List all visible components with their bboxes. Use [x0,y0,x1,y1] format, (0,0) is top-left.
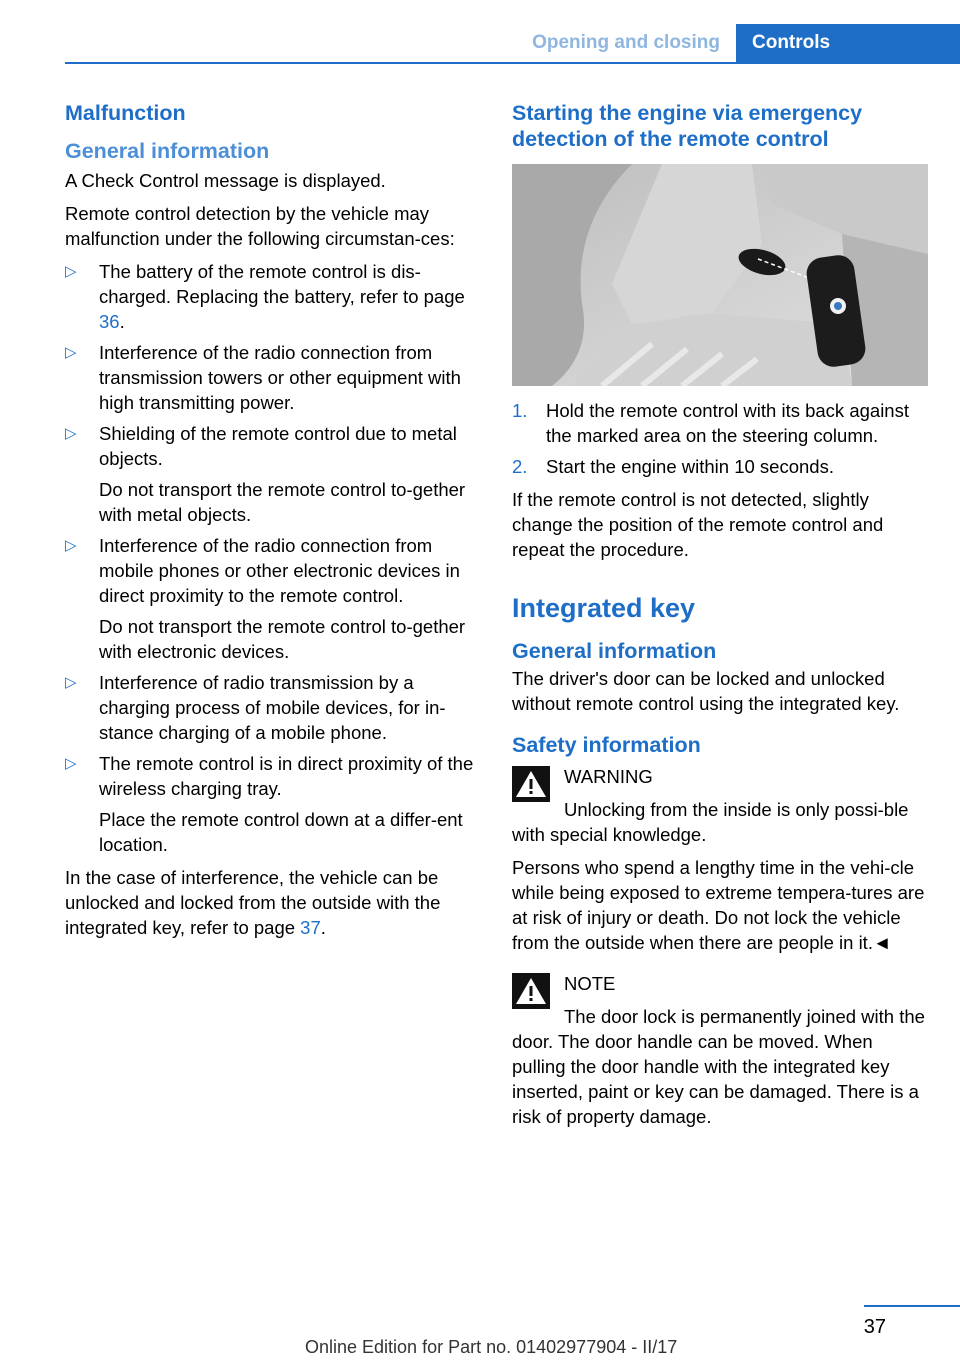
page-link-36[interactable]: 36 [99,311,120,332]
integrated-key-general-heading: General information [512,639,717,663]
steps-list [512,398,928,479]
header-chapter-tab[interactable]: Controls [736,24,960,62]
bullet6-note: Place the remote control down at a differ‐ent location. [99,809,463,855]
general-info-heading: General information [65,139,270,163]
note-notice [512,971,928,996]
edition-footer: Online Edition for Part no. 01402977904 - II/17 [305,1337,678,1357]
bullet6-text: The remote control is in direct proximity of the wireless charging tray. [99,753,474,799]
bullet3-text: Shielding of the remote control due to metal objects. [99,423,457,469]
bullet3-note: Do not transport the remote control to‐gether with metal objects. [99,479,466,525]
note-text: The door lock is permanently joined with the door. The door handle can be moved. When pulling the door handle with the integrated key inserted, paint or key can be damaged. There is a risk of property damage. [512,1006,925,1127]
intro-text-1: A Check Control message is displayed. [65,170,386,191]
warning-body [512,797,928,955]
integrated-key-heading: Integrated key [512,593,696,623]
malfunction-heading: Malfunction [65,101,186,125]
warning-notice [512,764,928,789]
step-number: 1. [512,400,528,421]
list-item [65,421,475,527]
bullet4-text: Interference of the radio connection from mobile phones or other electronic devices in direct proximity to the remote control. [99,535,460,606]
list-item [65,533,475,664]
integrated-key-general-text: The driver's door can be locked and unlocked without remote control using the integrated key. [512,668,900,714]
footer-rule [864,1305,960,1307]
list-item [65,670,475,745]
triangle-bullet-icon: ▷ [65,755,77,772]
triangle-bullet-icon: ▷ [65,674,77,691]
steering-column-illustration [512,164,928,386]
step-text: Hold the remote control with its back against the marked area on the steering column. [546,400,909,446]
bullet4-note: Do not transport the remote control to‐gether with electronic devices. [99,616,466,662]
triangle-bullet-icon: ▷ [65,537,77,554]
header-section-title: Opening and closing [532,32,720,53]
left-column [65,100,475,948]
list-item [65,340,475,415]
step-text: Start the engine within 10 seconds. [546,456,834,477]
page-number: 37 [863,1316,886,1338]
remote-control-illustration [512,164,928,386]
emergency-start-heading: Starting the engine via emergency detection of the remote control [512,101,863,151]
after-steps-text: If the remote control is not detected, slightly change the position of the remote control and repeat the procedure. [512,489,884,560]
list-item [512,398,928,448]
warning-text-2: Persons who spend a lengthy time in the vehi‐cle while being exposed to extreme tempera‐tures are at risk of injury or death. Do not lock the vehicle from the outside when there are people in it.◄ [512,857,925,953]
triangle-bullet-icon: ▷ [65,425,77,442]
warning-text-1: Unlocking from the inside is only possi‐ble with special knowledge. [512,799,909,845]
right-column [512,100,928,1137]
closing-text: In the case of interference, the vehicle can be unlocked and locked from the outside with the integrated key, refer to page [65,867,441,938]
note-body [512,1004,928,1129]
intro-text-2: Remote control detection by the vehicle may malfunction under the following circumstan‐ces: [65,203,455,249]
page-link-37[interactable]: 37 [300,917,321,938]
safety-heading: Safety information [512,733,701,757]
list-item [65,259,475,334]
bullet5-text: Interference of radio transmission by a charging process of mobile devices, for in‐stance charging of a mobile phone. [99,672,446,743]
closing-period: . [320,917,326,938]
header-rule [65,62,960,64]
malfunction-list [65,259,475,857]
warning-label: WARNING [564,766,653,787]
bullet2-text: Interference of the radio connection from transmission towers or other equipment with high transmitting power. [99,342,461,413]
triangle-bullet-icon: ▷ [65,344,77,361]
bullet1-text: The battery of the remote control is dis‐charged. Replacing the battery, refer to page [99,261,465,307]
triangle-bullet-icon: ▷ [65,263,77,280]
step-number: 2. [512,456,528,477]
bullet1-period: . [119,311,125,332]
note-label: NOTE [564,973,616,994]
list-item [65,751,475,857]
list-item [512,454,928,479]
